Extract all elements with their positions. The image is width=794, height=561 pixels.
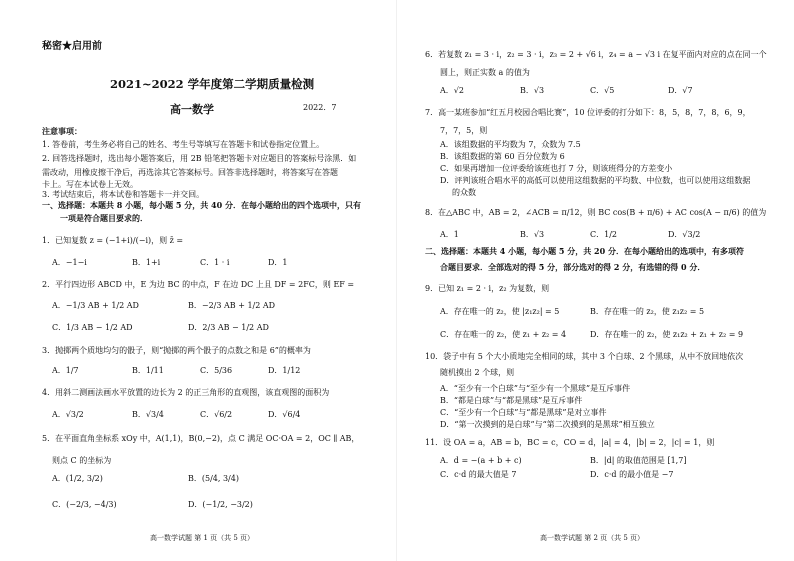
q3-option-a: A．1/7	[52, 366, 79, 375]
note-line: 需改动，用橡皮擦干净后，再选涂其它答案标号。回答非选择题时，将答案写在答题	[42, 168, 338, 177]
note-line: 2. 回答选择题时，选出每小题答案后，用 2B 铅笔把答题卡对应题目的答案标号涂黑．如	[42, 154, 357, 163]
q2-option-a: A．−1/3 AB + 1/2 AD	[52, 301, 139, 310]
q5-option-c: C．(−2/3, −4/3)	[52, 500, 117, 509]
page-gutter	[396, 0, 397, 561]
note-line: 卡上。写在本试卷上无效。	[42, 180, 138, 189]
q2-option-b: B．−2/3 AB + 1/2 AD	[188, 301, 276, 310]
q9-option-c: C．存在唯一的 z₂，使 z₁ + z₂ = 4	[440, 330, 567, 339]
question-10-stem: 10．袋子中有 5 个大小质地完全相同的球，其中 3 个白球、2 个黑球，从中不放回地依次	[425, 352, 744, 361]
confidential-label: 秘密★启用前	[42, 41, 102, 52]
q4-option-c: C．√6/2	[200, 410, 233, 419]
q1-option-a: A．−1−i	[52, 258, 87, 267]
question-11-stem: 11．设 OA = a，AB = b，BC = c，CO = d，|a| = 4，|b| = 2，|c| = 1，则	[425, 438, 715, 447]
question-7-stem: 7．高一某班参加“红五月校园合唱比赛”，10 位评委的打分如下：8，5，8，7，8，6，9，	[425, 108, 751, 117]
note-line: 3. 考试结束后，将本试卷和答题卡一并交回。	[42, 190, 205, 199]
question-6-stem-cont: 圆上，则正实数 a 的值为	[440, 68, 530, 77]
q3-option-c: C．5/36	[200, 366, 233, 375]
exam-title: 2021~2022 学年度第二学期质量检测	[110, 77, 315, 91]
q3-option-b: B．1/11	[132, 366, 164, 375]
q2-option-d: D．2/3 AB − 1/2 AD	[188, 323, 269, 332]
q4-option-b: B．√3/4	[132, 410, 164, 419]
q6-option-b: B．√3	[520, 86, 545, 95]
q11-option-a: A．d = −(a + b + c)	[440, 456, 522, 465]
q1-option-d: D．1	[268, 258, 288, 267]
q7-option-d-cont: 的众数	[452, 188, 476, 197]
q8-option-c: C．1/2	[590, 230, 617, 239]
q8-option-a: A．1	[440, 230, 459, 239]
q6-option-c: C．√5	[590, 86, 615, 95]
exam-date: 2022．7	[303, 103, 337, 112]
q8-option-b: B．√3	[520, 230, 545, 239]
question-8-stem: 8．在△ABC 中，AB = 2，∠ACB = π/12，则 BC cos(B + π/6) + AC cos(A − π/6) 的值为	[425, 208, 767, 217]
q1-option-c: C．1 · i	[200, 258, 230, 267]
q4-option-d: D．√6/4	[268, 410, 301, 419]
q9-option-b: B．存在唯一的 z₂，使 z₁z₂ = 5	[590, 307, 705, 316]
q10-option-c: C．“至少有一个白球”与“都是黑球”是对立事件	[440, 408, 607, 417]
q11-option-c: C．c·d 的最大值是 7	[440, 470, 517, 479]
q7-option-b: B．该组数据的第 60 百分位数为 6	[440, 152, 565, 161]
q10-option-d: D．“第一次摸到的是白球”与“第二次摸到的是黑球”相互独立	[440, 420, 655, 429]
q10-option-a: A．“至少有一个白球”与“至少有一个黑球”是互斥事件	[440, 384, 631, 393]
question-5-stem-cont: 则点 C 的坐标为	[52, 456, 112, 465]
q5-option-b: B．(5/4, 3/4)	[188, 474, 239, 483]
q6-option-a: A．√2	[440, 86, 464, 95]
q1-option-b: B．1+i	[132, 258, 161, 267]
q9-option-d: D．存在唯一的 z₂，使 z₁z₂ + z₁ + z₂ = 9	[590, 330, 744, 339]
page-footer: 高一数学试题 第 1 页（共 5 页）	[150, 534, 255, 542]
q7-option-c: C．如果再增加一位评委给该班也打 7 分，则该班得分的方差变小	[440, 164, 673, 173]
q3-option-d: D．1/12	[268, 366, 301, 375]
q11-option-d: D．c·d 的最小值是 −7	[590, 470, 674, 479]
section-1-heading: 一、选择题：本题共 8 小题，每小题 5 分，共 40 分．在每小题给出的四个选项中，只有	[42, 200, 361, 210]
q8-option-d: D．√3/2	[668, 230, 701, 239]
q10-option-b: B．“都是白球”与“都是黑球”是互斥事件	[440, 396, 583, 405]
question-3-stem: 3．抛掷两个质地均匀的骰子，则“抛掷的两个骰子的点数之和是 6”的概率为	[42, 346, 311, 355]
q11-option-b: B．|d| 的取值范围是 [1,7]	[590, 456, 687, 465]
question-7-stem-cont: 7，7，5，则	[440, 126, 488, 135]
q5-option-a: A．(1/2, 3/2)	[52, 474, 103, 483]
subject-title: 高一数学	[170, 103, 214, 116]
section-2-heading: 二、选择题：本题共 4 小题，每小题 5 分，共 20 分．在每小题给出的选项中，有多项符	[425, 246, 744, 256]
question-9-stem: 9．已知 z₁ = 2 · i，z₂ 为复数，则	[425, 284, 550, 293]
question-5-stem: 5．在平面直角坐标系 xOy 中，A(1,1)，B(0,−2)，点 C 满足 OC·OA = 2，OC ∥ AB，	[42, 434, 360, 443]
question-2-stem: 2．平行四边形 ABCD 中，E 为边 BC 的中点，F 在边 DC 上且 DF = 2FC，则 EF =	[42, 280, 355, 289]
question-1-stem: 1．已知复数 z = (−1+i)/(−i)，则 z̄ =	[42, 236, 184, 245]
question-6-stem: 6．若复数 z₁ = 3 · i，z₂ = 3 · i，z₃ = 2 + √6 i，z₄ = a − √3 i 在复平面内对应的点在同一个	[425, 50, 767, 59]
q5-option-d: D．(−1/2, −3/2)	[188, 500, 253, 509]
q2-option-c: C．1/3 AB − 1/2 AD	[52, 323, 133, 332]
q4-option-a: A．√3/2	[52, 410, 84, 419]
question-4-stem: 4．用斜二测画法画水平放置的边长为 2 的正三角形的直观图，该直观图的面积为	[42, 388, 330, 397]
question-10-stem-cont: 随机摸出 2 个球，则	[440, 368, 515, 377]
q7-option-a: A．该组数据的平均数为 7，众数为 7.5	[440, 140, 581, 149]
notes-heading: 注意事项：	[42, 126, 82, 136]
note-line: 1. 答卷前，考生务必将自己的姓名、考生号等填写在答题卡和试卷指定位置上。	[42, 140, 325, 149]
q7-option-d: D．评判该班合唱水平的高低可以使用这组数据的平均数、中位数，也可以使用这组数据	[440, 176, 751, 185]
page-footer: 高一数学试题 第 2 页（共 5 页）	[540, 534, 645, 542]
section-1-heading-cont: 一项是符合题目要求的．	[60, 213, 148, 223]
section-2-heading-cont: 合题目要求．全部选对的得 5 分，部分选对的得 2 分，有选错的得 0 分．	[440, 262, 706, 272]
q6-option-d: D．√7	[668, 86, 693, 95]
q9-option-a: A．存在唯一的 z₂，使 |z₁z₂| = 5	[440, 307, 560, 316]
